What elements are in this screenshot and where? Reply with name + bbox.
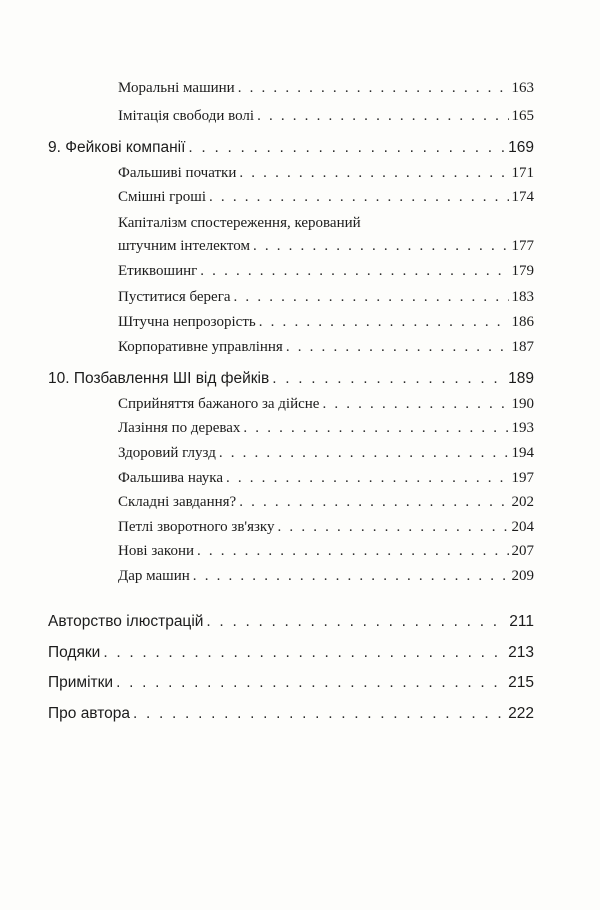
toc-section-title: Авторство ілюстрацій [48, 613, 204, 630]
toc-entry-page: 194 [511, 445, 534, 461]
toc-section-title: Подяки [48, 644, 101, 661]
toc-entry-page: 193 [511, 420, 534, 436]
toc-section-page: 222 [508, 705, 534, 722]
dot-leader [259, 312, 509, 332]
toc-entry[interactable] [118, 541, 534, 561]
dot-leader [116, 672, 505, 694]
toc-entry[interactable] [118, 287, 534, 307]
dot-leader [206, 611, 506, 633]
toc-chapter-page: 169 [508, 139, 534, 156]
toc-entry[interactable] [118, 236, 534, 256]
toc-entry[interactable] [118, 492, 534, 512]
toc-entry-title: Смішні гроші [118, 189, 207, 205]
toc-entry[interactable] [118, 106, 534, 126]
dot-leader [322, 394, 508, 414]
toc-entry-title: Дар машин [118, 568, 190, 584]
toc-entry[interactable] [118, 312, 534, 332]
toc-entry[interactable] [118, 443, 534, 463]
dot-leader [200, 261, 508, 281]
toc-entry-page: 197 [511, 470, 534, 486]
dot-leader [234, 287, 509, 307]
toc-chapter-title: 10. Позбавлення ШІ від фейків [48, 370, 270, 387]
toc-entry[interactable] [118, 78, 534, 98]
dot-leader [238, 78, 509, 98]
toc-entry-title: Нові закони [118, 543, 194, 559]
dot-leader [243, 418, 508, 438]
dot-leader [272, 368, 505, 390]
dot-leader [239, 492, 508, 512]
toc-entry-title: Сприйняття бажаного за дійсне [118, 396, 320, 412]
toc-chapter-page: 189 [508, 370, 534, 387]
toc-entry-page: 165 [511, 108, 534, 124]
toc-section[interactable] [48, 642, 534, 664]
toc-section[interactable] [48, 611, 534, 633]
dot-leader [197, 541, 509, 561]
toc-entry-title: Фальшива наука [118, 470, 223, 486]
dot-leader [278, 517, 509, 537]
dot-leader [286, 337, 509, 357]
toc-entry-title: Петлі зворотного зв'язку [118, 519, 275, 535]
dot-leader [239, 163, 508, 183]
toc-entry-title: Фальшиві початки [118, 165, 237, 181]
dot-leader [209, 187, 508, 207]
toc-entry-page: 179 [511, 263, 534, 279]
toc-section-title: Про автора [48, 705, 130, 722]
toc-entry-title: Здоровий глузд [118, 445, 216, 461]
dot-leader [257, 106, 508, 126]
toc-entry-title: Моральні машини [118, 80, 235, 96]
toc-entry-title: Штучна непрозорість [118, 314, 256, 330]
dot-leader [133, 703, 505, 725]
toc-entry[interactable] [118, 337, 534, 357]
dot-leader [226, 468, 509, 488]
toc-entry-page: 186 [511, 314, 534, 330]
toc-entry-title: Складні завдання? [118, 494, 237, 510]
toc-section[interactable] [48, 703, 534, 725]
toc-entry-page: 183 [511, 289, 534, 305]
toc-entry[interactable] [118, 566, 534, 586]
toc-entry-title: Пуститися берега [118, 289, 231, 305]
toc-chapter[interactable] [48, 137, 534, 159]
toc-entry[interactable] [118, 261, 534, 281]
toc-entry-page: 177 [511, 238, 534, 254]
toc-entry-page: 174 [511, 189, 534, 205]
toc-entry[interactable] [118, 394, 534, 414]
dot-leader [193, 566, 509, 586]
toc-section-page: 211 [509, 613, 534, 630]
toc-section[interactable] [48, 672, 534, 694]
toc-entry-title: Корпоративне управління [118, 339, 283, 355]
dot-leader [188, 137, 505, 159]
toc-section-title: Примітки [48, 674, 114, 691]
toc-chapter-title: 9. Фейкові компанії [48, 139, 186, 156]
toc-entry-title: Капіталізм спостереження, керований [118, 215, 361, 231]
toc-chapter[interactable] [48, 368, 534, 390]
toc-entry[interactable] [118, 468, 534, 488]
toc-entry[interactable] [118, 418, 534, 438]
toc-section-page: 215 [508, 674, 534, 691]
toc-entry-page: 207 [511, 543, 534, 559]
toc-entry-page: 187 [511, 339, 534, 355]
toc-entry-page: 209 [511, 568, 534, 584]
toc-entry[interactable] [118, 187, 534, 207]
toc-section-page: 213 [508, 644, 534, 661]
toc-entry[interactable] [118, 163, 534, 183]
dot-leader [103, 642, 505, 664]
toc-entry-title: штучним інтелектом [118, 238, 250, 254]
toc-entry-first-line[interactable] [118, 213, 534, 233]
toc-entry-page: 202 [511, 494, 534, 510]
dot-leader [253, 236, 509, 256]
toc-entry-title: Етиквошинг [118, 263, 198, 279]
toc-entry-page: 190 [511, 396, 534, 412]
toc-entry-title: Імітація свободи волі [118, 108, 255, 124]
toc-entry-page: 171 [511, 165, 534, 181]
dot-leader [219, 443, 509, 463]
toc-entry-page: 163 [511, 80, 534, 96]
toc-entry-title: Лазіння по деревах [118, 420, 241, 436]
toc-entry-page: 204 [511, 519, 534, 535]
toc-entry[interactable] [118, 517, 534, 537]
